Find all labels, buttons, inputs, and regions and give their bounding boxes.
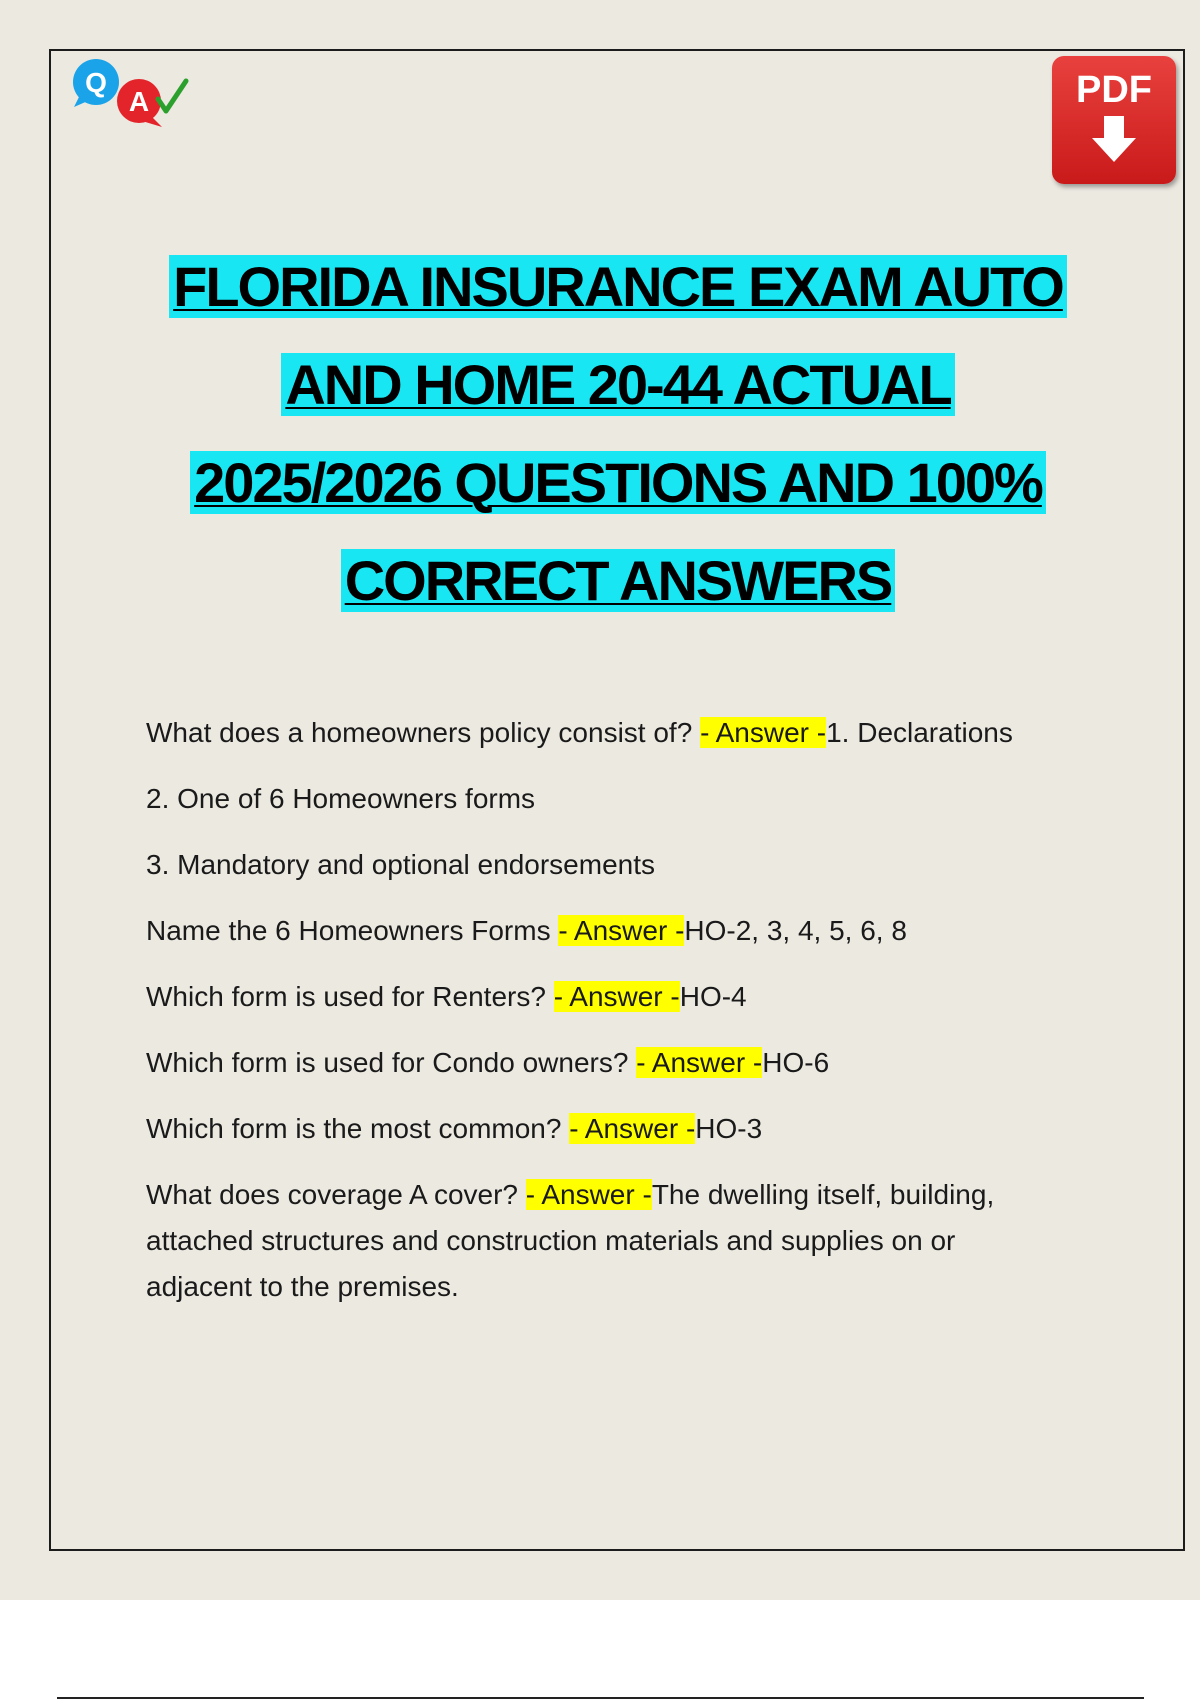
answer-text-cont: adjacent to the premises. — [146, 1271, 459, 1302]
question-text: What does coverage A cover? — [146, 1179, 526, 1210]
download-arrow-icon — [1090, 114, 1138, 164]
answer-text: 1. Declarations — [826, 717, 1013, 748]
logo-q-letter: Q — [85, 67, 107, 98]
question-text: Which form is used for Condo owners? — [146, 1047, 637, 1078]
answer-text: HO-4 — [679, 981, 747, 1012]
a-bubble-icon — [117, 79, 162, 127]
answer-marker: - Answer - — [525, 1179, 652, 1210]
qa-continuation — [146, 842, 1066, 887]
question-text: Which form is the most common? — [146, 1113, 570, 1144]
title-line-4: CORRECT ANSWERS — [341, 549, 896, 612]
answer-text: HO-3 — [695, 1113, 763, 1144]
answer-text: HO-6 — [762, 1047, 830, 1078]
answer-marker: - Answer - — [700, 717, 827, 748]
answer-marker: - Answer - — [553, 981, 680, 1012]
check-icon — [158, 81, 186, 111]
logo-a-letter: A — [128, 86, 150, 117]
answer-marker: - Answer - — [569, 1113, 696, 1144]
title-line-3: 2025/2026 QUESTIONS AND 100% — [190, 451, 1046, 514]
answer-text: HO-2, 3, 4, 5, 6, 8 — [684, 915, 907, 946]
qa-item — [146, 974, 1066, 1019]
footer-divider — [57, 1697, 1144, 1699]
answer-text-cont: attached structures and construction materials and supplies on or — [146, 1225, 956, 1256]
document-title — [100, 238, 1136, 630]
qa-item — [146, 908, 1066, 953]
pdf-download-badge[interactable] — [1052, 56, 1176, 184]
qa-continuation — [146, 776, 1066, 821]
answer-text: The dwelling itself, building, — [651, 1179, 995, 1210]
qa-item — [146, 710, 1066, 755]
qa-item — [146, 1172, 1066, 1310]
pdf-label: PDF — [1076, 69, 1152, 111]
q-bubble-icon — [73, 59, 119, 107]
question-text: What does a homeowners policy consist of? — [146, 717, 701, 748]
title-line-1: FLORIDA INSURANCE EXAM AUTO — [169, 255, 1067, 318]
answer-marker: - Answer - — [558, 915, 685, 946]
qa-item — [146, 1106, 1066, 1151]
qa-check-icon — [70, 55, 190, 130]
answer-text: 2. One of 6 Homeowners forms — [146, 783, 536, 814]
answer-marker: - Answer - — [636, 1047, 763, 1078]
title-line-2: AND HOME 20-44 ACTUAL — [281, 353, 954, 416]
qa-list — [146, 710, 1066, 1331]
qa-item — [146, 1040, 1066, 1085]
question-text: Name the 6 Homeowners Forms — [146, 915, 559, 946]
question-text: Which form is used for Renters? — [146, 981, 554, 1012]
answer-text: 3. Mandatory and optional endorsements — [146, 849, 655, 880]
